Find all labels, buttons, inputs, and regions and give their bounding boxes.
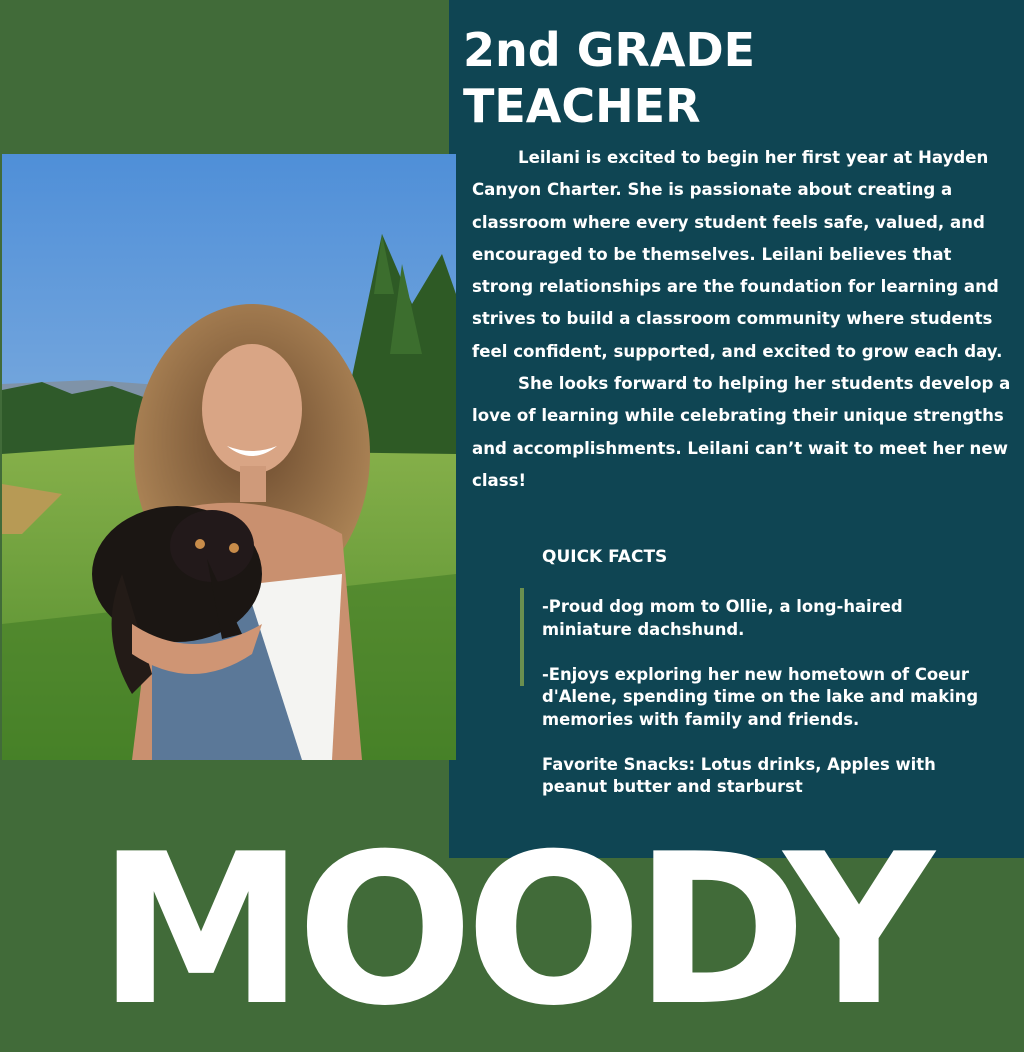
teacher-last-name: MOODY (97, 810, 927, 1052)
quick-facts-list (542, 596, 982, 799)
quick-facts-divider (520, 588, 524, 686)
bio-text (472, 142, 1014, 497)
quick-fact-item: -Proud dog mom to Ollie, a long-haired miniature dachshund. (542, 597, 903, 639)
bio-paragraph-1: Leilani is excited to begin her first year at Hayden Canyon Charter. She is passionate about creating a classroom where every student feels safe, valued, and encouraged to be themselves. Leilani believes that strong relationships are the foundation for learning and strives to build a classroom community where students feel confident, supported, and excited to grow each day. (472, 148, 1003, 361)
quick-fact-item: Favorite Snacks: Lotus drinks, Apples with peanut butter and starburst (542, 754, 936, 796)
bio-paragraph-2: She looks forward to helping her students develop a love of learning while celebrating their unique strengths and accomplishments. Leilani can’t wait to meet her new class! (472, 374, 1011, 490)
title-line-2: TEACHER (463, 79, 701, 133)
quick-facts-heading: QUICK FACTS (542, 547, 668, 567)
quick-fact-item: -Enjoys exploring her new hometown of Coeur d'Alene, spending time on the lake and making memories with family and friends. (542, 664, 979, 729)
teacher-photo (2, 154, 456, 760)
page-title (463, 22, 755, 134)
title-line-1: 2nd GRADE (463, 23, 756, 77)
